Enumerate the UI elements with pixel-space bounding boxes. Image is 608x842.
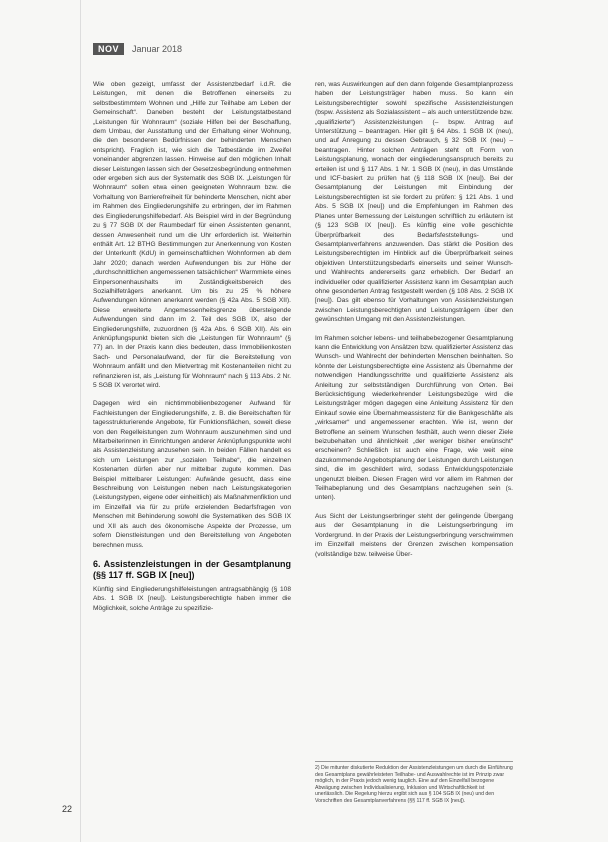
page-number: 22 xyxy=(62,804,73,814)
left-column xyxy=(93,80,291,622)
paragraph: Dagegen wird ein nichtimmobilienbezogener Aufwand für Fachleistungen der Eingliederungshilfe, z. B. die Bereitschaften für tagesstrukturierende Angebote, für Funktionsflächen, soweit diese von den Regelleistungen zum Wohnraum auszunehmen sind und Mitarbeiterinnen in Einrichtungen anderer Anknüpfungspunkte wohl als Assistenzleistung anzusehen sein. In beiden Fällen handelt es sich um Leistungen zur „sozialen Teilhabe“, die einzelnen Kostenarten dürfen aber nur mittelbar zugute kommen. Das Beispiel mittelbarer Leistungen: Aufwände gesucht, dass eine Beschreibung von Leistungen neben nach Leistungskategorien (Leistungstypen, eigene oder einheitlich) als Maßnahmenfiktion und im Einzelfall via für zu prüfe erzielenden Bedarfsfragen von Menschen mit Behinderung sowohl die Systematiken des SGB IX und XII als auch des ökonomische Aspekte der Prozesse, um sofern Dienstleistungen und den Bereitstellung von Angeboten berechnen muss. xyxy=(93,400,291,549)
paragraph: Im Rahmen solcher lebens- und teilhabebezogener Gesamtplanung kann die Entwicklung von Ansätzen bzw. qualifizierter Assistenz das Wunsch- und Wahlrecht der behinderten Menschen beinhalten. So könnte der Leistungsberechtigte eine Assistenz als Übernahme der notwendigen Handlungsschritte und qualifizierte Assistenz als Anleitung zur selbstständigen Durchführung von Orten. Bei Berücksichtigung wiederkehrender Leistungsbezüge wird die Leistungsträger mögen dagegen eine Anleitung Assistenz für den Einkauf sowie eine Übernahmeassistenz für die Bankgeschäfte als „wirksamer“ und angemessener erachten. Wie ist, wenn der Betroffene an seinem Wunschen festhält, auch wenn dieser Ziele beizubehalten und ähnlichkeit „der weniger bisher erwünscht“ erscheinen? Schließlich ist auch eine Frage, wie weit eine dazukommende Angebotsplanung der Leistungen durch Leistungen sind, die im geschildert wird, sodass Entwicklungspotenziale ungenutzt bleiben. Diesen Fragen wird vor allem im Rahmen der Teilhabeplanung und des Gesamtplans nachzugehen sein (s. unten). xyxy=(315,334,513,502)
paragraph: Aus Sicht der Leistungserbringer steht der gelingende Übergang aus der Gesamtplanung in die Leistungserbringung im Vordergrund. In der Praxis der Leistungserbringung verschwimmen im Einzelfall meistens der Grenzen zwischen kompensation (vollständige bzw. teilweise Über- xyxy=(315,512,513,558)
section-heading: 6. Assistenzleistungen in der Gesamtplanung (§§ 117 ff. SGB IX [neu]) xyxy=(93,558,291,580)
footnote: 2) Die mitunter diskutierte Reduktion der Assistenzleistungen um durch die Einführung des Gesamtplans gewährleisteten Teilhabe- und Auswahlrechte ist im Prinzip zwar möglich, in der Praxis jedoch wenig tauglich. Eine auf den Einzelfall bezogene Abwägung zwischen Individualisierung, Inklusion und Wirtschaftlichkeit ist unerlässlich. Die Regelung hierzu ergibt sich aus § 104 SGB IX (neu) und den Vorschriften des Gesamtplanverfahrens (§§ 117 ff. SGB IX [neu]). xyxy=(315,761,513,805)
paragraph: Künftig sind Eingliederungshilfeleistungen antragsabhängig (§ 108 Abs. 1 SGB IX [neu]). Leistungsberechtigte haben immer die Möglichkeit, solche Anträge zu spezifizie- xyxy=(93,585,291,612)
paragraph: Wie oben gezeigt, umfasst der Assistenzbedarf i.d.R. die Leistungen, mit denen die Betroffenen einerseits zu selbstbestimmtem Wohnen und „Hilfe zur Teilhabe am Leben der Gemeinschaft“. Daneben besteht der Leistungstatbestand „Leistungen für Wohnraum“ (soziale Hilfen bei der Beschaffung, dem Umbau, der Ausstattung und der Erhaltung einer Wohnung, die den besonderen Bedürfnissen der behinderten Menschen entspricht). Fraglich ist, wie sich die Tatbestände im Zweifel voneinander abgrenzen lassen. Hinweise auf den möglichen Inhalt dieser Leistungen lassen sich der Gesetzesbegründung entnehmen oder ergeben sich aus der Systematik des SGB IX. „Leistungen für Wohnraum“ sollen etwa einen geeigneten Wohnraum bzw. die Vorhaltung von Barrierefreiheit für behinderte Menschen, nicht aber im Rahmen des Eingliederungshilfe zu erbringen, der im Rahmen des Eingliederungshilfebedarf. Als Beispiel wird in der Begründung zu § 77 SGB IX der Raumbedarf für einen Assistenten genannt, dessen Anwesenheit rund um die Uhr erforderlich ist. Weiterhin enthält Art. 12 BTHG Bestimmungen zur Anerkennung von Kosten der Unterkunft (KdU) in gemeinschaftlichen Wohnformen ab dem Jahr 2020; danach werden Aufwendungen bis zur Höhe der „durchschnittlichen angemessenen tatsächlichen“ Warmmiete eines Einpersonenhaushalts im Zuständigkeitsbereich des Sozialhilfeträgers anerkannt. Um bis zu 25 % höhere Aufwendungen können anerkannt werden (§ 42a Abs. 5 SGB XII). Diese erweiterte Angemessenheitsgrenze übersteigende Aufwendungen sind dann im 2. Teil des SGB IX, also der Eingliederungshilfe, zuzuordnen (§ 42a Abs. 6 SGB XII). Als ein Anknüpfungspunkt bieten sich die „Leistungen für Wohnraum“ (§ 77) an. In der Praxis kann dies bedeuten, dass Immobilienkosten Sach- und Personalaufwand, der für die Bereitstellung von Wohnraum anfällt und den Mietvertrag mit Kostenanteilen nicht zu refinanzieren ist, als „Leistung für Wohnraum“ nach § 113 Abs. 2 Nr. 5 SGB IX verortet wird. xyxy=(93,81,291,389)
issue-badge: NOV xyxy=(93,43,124,55)
right-column xyxy=(315,80,513,568)
paragraph: ren, was Auswirkungen auf den dann folgende Gesamtplanprozess haben der Leistungsträger haben muss. So kann ein Leistungsberechtigter sowohl spezifische Assistenzleistungen (bspw. Assistenz als Sozialassistent – als auch unterstützende bzw. „qualifizierte“) Assistenzleistungen (– bspw. Antrag auf Unterstützung – beantragen. Hier gilt § 64 Abs. 1 SGB IX (neu), und auf Anregung zu dessen Gebrauch, § 32 SGB IX (neu) – beantragen. Hinter solchen Anträgen steht oft Form von Leistungsplanung, wonach der eingliederungsanspruch bereits zu erteilen ist und § 117 Abs. 1 Nr. 1 SGB IX (neu), in das Umstände und ICF-basiert zu prüfen hat (§ 118 SGB IX [neu]). Bei der Gesamtplanung der Leistungen mit Einbindung der Leistungsberechtigten ist sie fordert zu prüfen: § 121 Abs. 1 und Abs. 5 SGB IX [neu]) und die Empfehlungen im Rahmen des Planes unter Bemessung der Leistungen schriftlich zu erläutern ist (§ 123 SGB IX [neu]). Es künftig eine volle geschichte Überprüfbarkeit des Bedarfsfeststellungs- und Gesamtplanverfahrens anzuwenden. Das stärkt die Position des Leistungsberechtigten im Hinblick auf die Überprüfbarkeit seines objektiven Unterstützungsbedarfs einerseits und seiner Wunsch- und Wahlrechts andererseits ganz erheblich. Der Bedarf an individueller oder qualifizierter Assistenz kann im Gesamtplan auch ohne gesonderten Antrag festgestellt werden (§ 108 Abs. 2 SGB IX [neu]). Das gilt ebenso für Vorhaltungen von Assistenzleistungen zwischen Leistungsberechtigten und Leistungsträgern über den gewünschten Umgang mit den Assistenzleistungen. xyxy=(315,81,513,324)
page-header xyxy=(93,43,182,55)
gutter-line xyxy=(80,0,81,842)
issue-date: Januar 2018 xyxy=(132,44,183,54)
